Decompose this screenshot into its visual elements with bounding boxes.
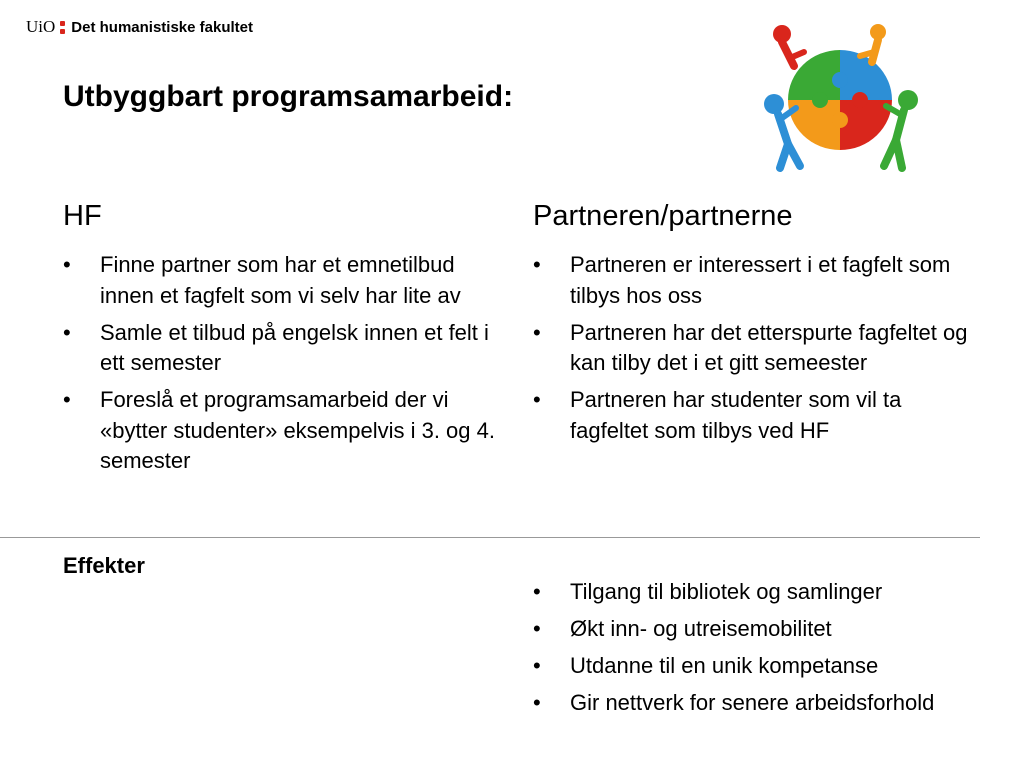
list-item: • Samle et tilbud på engelsk innen et felt i ett semester <box>63 318 503 379</box>
list-item: • Tilgang til bibliotek og samlinger <box>533 577 973 608</box>
effects-bullet-list <box>533 577 973 725</box>
list-item: • Finne partner som har et emnetilbud innen et fagfelt som vi selv har lite av <box>63 250 503 311</box>
slide-title: Utbyggbart programsamarbeid: <box>63 80 514 113</box>
section-divider <box>0 537 980 538</box>
uio-logo-text: UiO <box>26 17 56 36</box>
list-item: • Foreslå et programsamarbeid der vi «bytter studenter» eksempelvis i 3. og 4. semester <box>63 385 503 477</box>
list-item: • Gir nettverk for senere arbeidsforhold <box>533 688 973 719</box>
red-colon-mark-icon <box>60 21 65 34</box>
partner-bullet-list <box>533 250 973 453</box>
figure-red <box>773 25 804 66</box>
list-item: • Partneren har studenter som vil ta fagfeltet som tilbys ved HF <box>533 385 973 446</box>
hf-heading: HF <box>63 200 102 232</box>
hf-bullet-list <box>63 250 503 483</box>
list-item: • Økt inn- og utreisemobilitet <box>533 614 973 645</box>
figure-orange <box>860 24 886 62</box>
uio-header <box>26 16 253 38</box>
partner-heading: Partneren/partnerne <box>533 200 793 232</box>
list-item: • Partneren har det etterspurte fagfeltet og kan tilby det i et gitt semeester <box>533 318 973 379</box>
puzzle-disc <box>788 50 892 150</box>
list-item: • Partneren er interessert i et fagfelt som tilbys hos oss <box>533 250 973 311</box>
faculty-name: Det humanistiske fakultet <box>71 18 253 36</box>
puzzle-teamwork-illustration-icon <box>760 22 920 174</box>
list-item: • Utdanne til en unik kompetanse <box>533 651 973 682</box>
effects-label: Effekter <box>63 553 145 578</box>
